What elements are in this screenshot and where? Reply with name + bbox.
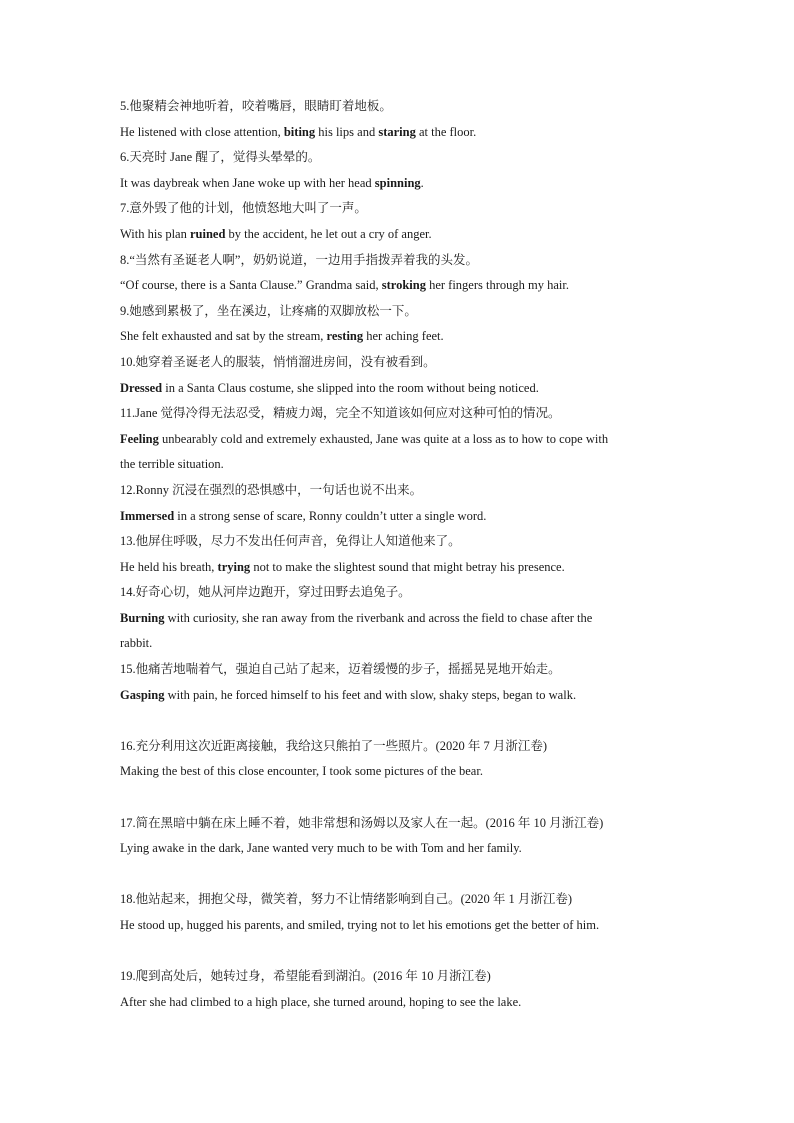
- sentence-list: [120, 94, 680, 1015]
- item-11-zh: 11.Jane 觉得冷得无法忍受，精疲力竭，完全不知道该如何应对这种可怕的情况。: [120, 406, 561, 421]
- item-14-zh: 14.好奇心切，她从河岸边跑开，穿过田野去追兔子。: [120, 585, 411, 600]
- spacer: [120, 939, 680, 965]
- item-13-zh: 13.他屏住呼吸，尽力不发出任何声音，免得让人知道他来了。: [120, 534, 461, 549]
- item-18-en: He stood up, hugged his parents, and smiled, trying not to let his emotions get the better of him.: [120, 918, 600, 932]
- item-6-zh: 6.天亮时 Jane 醒了，觉得头晕晕的。: [120, 150, 321, 165]
- item-7-en: With his plan ruined by the accident, he let out a cry of anger.: [120, 226, 432, 241]
- item-8-en: “Of course, there is a Santa Clause.” Grandma said, stroking her fingers through my hair.: [120, 278, 569, 293]
- item-17-zh: 17.简在黑暗中躺在床上睡不着，她非常想和汤姆以及家人在一起。(2016 年 10 月浙江卷): [120, 815, 604, 830]
- spacer: [120, 862, 680, 888]
- item-9-en: She felt exhausted and sat by the stream, resting her aching feet.: [120, 329, 444, 344]
- item-14-en-cont: rabbit.: [120, 636, 153, 651]
- item-6-en: It was daybreak when Jane woke up with her head spinning.: [120, 175, 424, 190]
- item-7-zh: 7.意外毁了他的计划，他愤怒地大叫了一声。: [120, 201, 367, 216]
- spacer: [120, 708, 680, 734]
- item-10-en: Dressed in a Santa Claus costume, she slipped into the room without being noticed.: [120, 380, 539, 395]
- item-19-zh: 19.爬到高处后，她转过身，希望能看到湖泊。(2016 年 10 月浙江卷): [120, 969, 491, 984]
- item-17-en: Lying awake in the dark, Jane wanted very much to be with Tom and her family.: [120, 841, 522, 856]
- item-12-zh: 12.Ronny 沉浸在强烈的恐惧感中，一句话也说不出来。: [120, 482, 423, 497]
- item-18-zh: 18.他站起来，拥抱父母，微笑着，努力不让情绪影响到自己。(2020 年 1 月浙江卷): [120, 892, 573, 907]
- item-5-zh: 5.他聚精会神地听着，咬着嘴唇，眼睛盯着地板。: [120, 99, 392, 113]
- item-11-en-cont: the terrible situation.: [120, 457, 224, 472]
- item-15-en: Gasping with pain, he forced himself to his feet and with slow, shaky steps, began to walk.: [120, 687, 577, 702]
- item-8-zh: 8.“当然有圣诞老人啊”，奶奶说道，一边用手指拨弄着我的头发。: [120, 252, 478, 267]
- item-15-zh: 15.他痛苦地喘着气，强迫自己站了起来，迈着缓慢的步子，摇摇晃晃地开始走。: [120, 662, 561, 677]
- spacer: [120, 785, 680, 811]
- item-11-en: Feeling unbearably cold and extremely exhausted, Jane was quite at a loss as to how to cope with: [120, 431, 609, 446]
- item-14-en: Burning with curiosity, she ran away from the riverbank and across the field to chase after the: [120, 610, 593, 625]
- item-13-en: He held his breath, trying not to make the slightest sound that might betray his presence.: [120, 559, 565, 574]
- item-16-en: Making the best of this close encounter, I took some pictures of the bear.: [120, 764, 483, 779]
- item-9-zh: 9.她感到累极了，坐在溪边，让疼痛的双脚放松一下。: [120, 303, 417, 318]
- item-5-en: He listened with close attention, biting his lips and staring at the floor.: [120, 124, 477, 139]
- item-10-zh: 10.她穿着圣诞老人的服装，悄悄溜进房间，没有被看到。: [120, 354, 436, 369]
- item-19-en: After she had climbed to a high place, she turned around, hoping to see the lake.: [120, 994, 522, 1009]
- item-12-en: Immersed in a strong sense of scare, Ronny couldn’t utter a single word.: [120, 508, 487, 523]
- item-16-zh: 16.充分利用这次近距离接触，我给这只熊拍了一些照片。(2020 年 7 月浙江卷): [120, 738, 548, 753]
